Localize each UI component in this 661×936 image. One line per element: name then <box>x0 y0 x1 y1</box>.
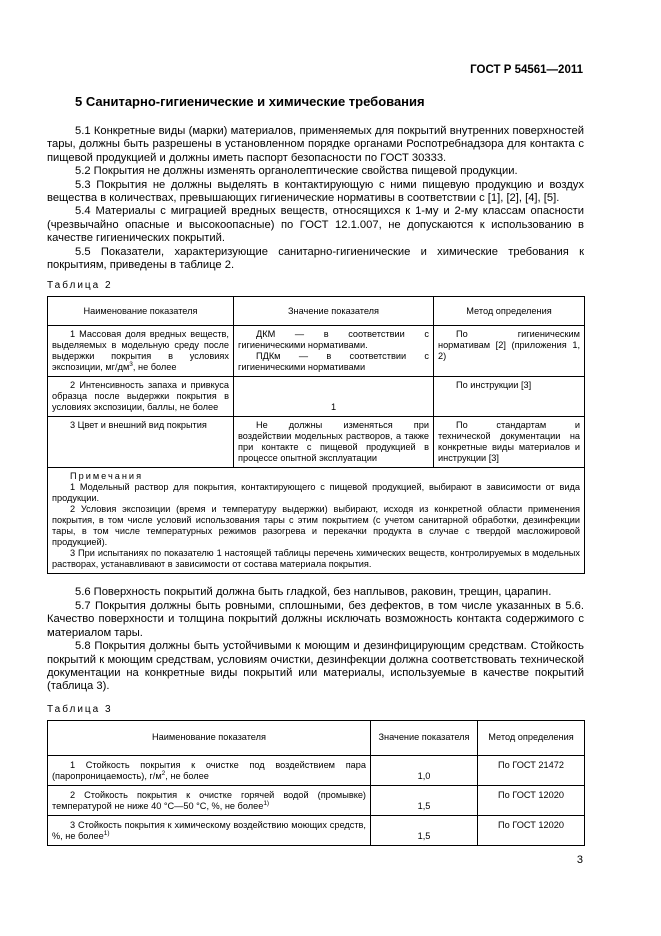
column-header: Наименование показателя <box>48 297 234 326</box>
cell-text: 2 Стойкость покрытия к очистке горячей водой (промывке) температурой не ниже 40 °C—50 °C, %, не более <box>52 789 366 811</box>
note-item: 2 Условия экспозиции (время и температуру выдержки) выбирают, исходя из конкретной области применения покрытия, в том числе условий использования тары с этим покрытием (с учетом санитарной обработки, дезинфекции тары, в том числе температурных режимов разогрева и перекачки продукта в случае с твердой масложировой продукцией). <box>52 504 580 548</box>
table-cell: По ГОСТ 12020 <box>478 785 585 815</box>
cell-text: 1 Массовая доля вредных веществ, выделяемых в модельную среду после выдержки покрытия в условиях экспозиции, мг/дм <box>52 329 229 373</box>
table-header-row <box>48 720 585 755</box>
table-cell: 1 <box>234 377 434 417</box>
table-header-row <box>48 297 585 326</box>
superscript: 2 <box>161 769 166 777</box>
table-cell <box>48 815 371 845</box>
cell-text: 3 Стойкость покрытия к химическому воздействию моющих средств, %, не более <box>52 819 366 841</box>
paragraph-5-2: 5.2 Покрытия не должны изменять органолептические свойства пищевой продукции. <box>75 165 518 178</box>
table-notes <box>48 468 585 574</box>
column-header: Значение показателя <box>234 297 434 326</box>
paragraph-5-1: 5.1 Конкретные виды (марки) материалов, применяемых для покрытий внутренних поверхностей тары, должны быть разрешены в установленном порядке органами Роспотребнадзора для контакта с пищевой продукцией и должны иметь паспорт безопасности по ГОСТ 30333. <box>47 125 584 164</box>
column-header: Значение показателя <box>371 720 478 755</box>
note-item: 3 При испытаниях по показателю 1 настоящей таблицы перечень химических веществ, контролируемых в модельных растворах, устанавливают в зависимости от состава материала покрытия. <box>52 548 580 570</box>
paragraph-5-7: 5.7 Покрытия должны быть ровными, сплошными, без дефектов, в том числе указанных в 5.6. Качество поверхности и толщина покрытий должны исключать возможность контакта содержимого с материалом тары. <box>47 599 584 639</box>
table-cell: По инструкции [3] <box>434 377 585 417</box>
paragraph-5-6: 5.6 Поверхность покрытий должна быть гладкой, без наплывов, раковин, трещин, царапин. <box>75 586 552 599</box>
paragraph-5-4: 5.4 Материалы с миграцией вредных веществ, относящихся к 1-му и 2-му классам опасности (чрезвычайно опасные и высокоопасные) по ГОСТ 12.1.007, не допускаются к использованию в качестве гигиенических покрытий. <box>47 205 584 245</box>
table-cell: Не должны изменяться при воздействии модельных растворов, а также при контакте с пищевой продукцией в процессе опытной эксплуатации <box>234 417 434 468</box>
table-row <box>48 755 585 785</box>
table-3 <box>47 720 585 846</box>
table-cell: 1,5 <box>371 785 478 815</box>
notes-title: Примечания <box>70 471 144 482</box>
column-header: Наименование показателя <box>48 720 371 755</box>
column-header: Метод определения <box>434 297 585 326</box>
table-cell <box>234 326 434 377</box>
table-cell: По ГОСТ 21472 <box>478 755 585 785</box>
page-number: 3 <box>576 854 583 866</box>
table-2 <box>47 296 585 574</box>
table-cell: 1,5 <box>371 815 478 845</box>
cell-text: 1 Стойкость покрытия к очистке под воздействием пара (паропроницаемость), г/м <box>52 759 366 781</box>
paragraph-5-3: 5.3 Покрытия не должны выделять в контактирующую с ними пищевую продукцию и воздух вещества в количествах, превышающих гигиенические нормативы в соответствии с [1], [2], [4], [5]. <box>47 178 584 205</box>
superscript: 1) <box>103 829 110 837</box>
table-cell <box>48 755 371 785</box>
column-header: Метод определения <box>478 720 585 755</box>
table-row <box>48 417 585 468</box>
table-2-caption: Таблица 2 <box>47 280 113 292</box>
note-item: 1 Модельный раствор для покрытия, контактирующего с пищевой продукцией, выбирают в зависимости от вида продукции. <box>52 482 580 504</box>
table-cell: По ГОСТ 12020 <box>478 815 585 845</box>
table-cell: 1,0 <box>371 755 478 785</box>
superscript: 3 <box>129 361 133 369</box>
cell-text: , не более <box>165 770 209 781</box>
table-cell: 2 Интенсивность запаха и привкуса образца после выдержки покрытия в условиях экспозиции, баллы, не более <box>48 377 234 417</box>
cell-text: , не более <box>132 362 177 373</box>
cell-text: ПДКм — в соответствии с гигиеническими нормативами <box>238 351 429 373</box>
paragraph-5-5: 5.5 Показатели, характеризующие санитарно-гигиенические и химические требования к покрытиям, приведены в таблице 2. <box>47 245 584 272</box>
table-row <box>48 326 585 377</box>
table-cell <box>48 326 234 377</box>
page-content <box>47 94 584 846</box>
section-title: 5 Санитарно-гигиенические и химические требования <box>75 94 425 109</box>
table-row <box>48 815 585 845</box>
table-notes-row <box>48 468 585 574</box>
table-3-caption: Таблица 3 <box>47 703 113 715</box>
table-row <box>48 377 585 417</box>
document-header: ГОСТ Р 54561—2011 <box>470 64 583 76</box>
cell-text: ДКМ — в соответствии с гигиеническими нормативами. <box>238 329 429 351</box>
superscript: 1) <box>263 799 270 807</box>
table-row <box>48 785 585 815</box>
paragraph-5-8: 5.8 Покрытия должны быть устойчивыми к моющим и дезинфицирующим средствам. Стойкость покрытий к моющим средствам, условиям очистки, дезинфекции должна соответствовать технической документации на конкретные виды покрытий или материалы, используемые в качестве покрытий (таблица 3). <box>47 640 584 693</box>
table-cell: По гигиеническим нормативам [2] (приложения 1, 2) <box>434 326 585 377</box>
table-cell <box>48 785 371 815</box>
table-cell: По стандартам и технической документации на конкретные виды материалов и инструкции [3] <box>434 417 585 468</box>
table-cell: 3 Цвет и внешний вид покрытия <box>48 417 234 468</box>
